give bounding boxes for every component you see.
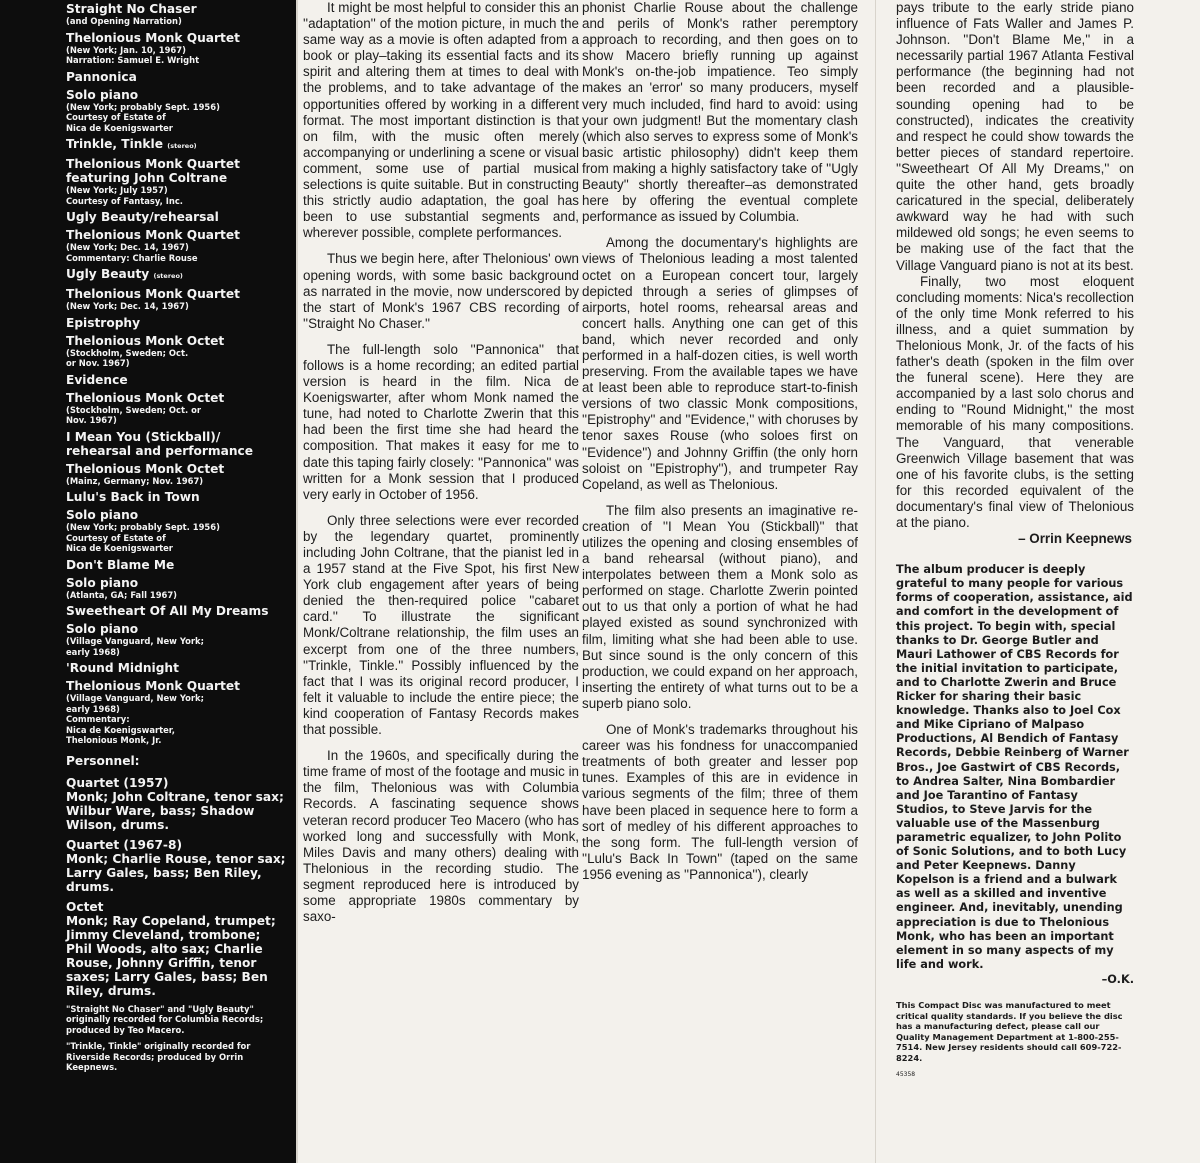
track-title-text: Don't Blame Me	[66, 557, 175, 572]
track-detail: Nov. 1967)	[66, 415, 117, 425]
track-detail: (New York; probably Sept. 1956)	[66, 522, 220, 532]
liner-notes-column-2	[582, 0, 858, 1163]
fold-line	[875, 0, 876, 1163]
track-entry	[66, 70, 288, 134]
track-title	[66, 604, 288, 618]
track-title-text: 'Round Midnight	[66, 661, 179, 675]
track-title-text: Ugly Beauty/rehearsal	[66, 210, 219, 224]
track-detail: (Atlanta, GA; Fall 1967)	[66, 589, 178, 600]
track-detail: Commentary:	[66, 714, 130, 724]
track-entry	[66, 558, 288, 601]
track-title-text: Sweetheart Of All My Dreams	[66, 604, 269, 618]
paragraph: Only three selections were ever recorded by the legendary quartet, prominently including John Coltrane, that the pianist led in a 1957 stand at the Five Spot, his first New York club engagement after years of being denied the then-required police ''cabaret card.'' To illustrate the significant Monk/Coltrane relationship, the film uses an excerpt from one of the three numbers, ''Trinkle, Tinkle.'' Possibly influenced by the fact that I was its original record producer, I felt it valuable to include the entire piece; the kind cooperation of Fantasy Records makes that possible.	[303, 512, 579, 738]
track-detail: Nica de Koenigswarter	[66, 543, 173, 553]
track-performer: Solo piano	[66, 87, 139, 102]
stereo-tag: (stereo)	[167, 142, 197, 150]
track-performer: Thelonious Monk Quartet	[66, 228, 240, 242]
track-title	[66, 558, 288, 572]
track-detail: (New York; Dec. 14, 1967)	[66, 301, 189, 311]
track-performer: Solo piano	[66, 508, 139, 522]
paragraph: pays tribute to the early stride piano influence of Fats Waller and James P. Johnson. ''Don't Blame Me,'' in a necessarily partial 1967 Atlanta Festival performance (the beginning had not been recorded and a plausible-sounding opening had to be constructed), indicates the creativity and respect he could show towards the better pieces of standard repertoire. ''Sweetheart Of All My Dreams,'' on quite the other hand, gets broadly caricatured in the special, deliberately awkward way he had with such mildewed old songs; he even seems to be making use of the fact that the Village Vanguard piano is not at its best.	[896, 0, 1134, 273]
track-detail: (Stockholm, Sweden; Oct. or	[66, 404, 201, 415]
track-detail: or Nov. 1967)	[66, 358, 130, 368]
track-entry	[66, 373, 288, 426]
track-detail: (Village Vanguard, New York;	[66, 693, 204, 703]
track-detail: (New York; Jan. 10, 1967)	[66, 44, 186, 55]
recording-credits	[66, 1004, 288, 1073]
personnel-group-title: Quartet (1967-8)	[66, 837, 183, 852]
track-entry	[66, 661, 288, 746]
acknowledgements-signature: –O.K.	[1101, 972, 1134, 986]
personnel-group-title: Octet	[66, 899, 104, 914]
track-detail: (Stockholm, Sweden; Oct.	[66, 347, 189, 358]
track-entry	[66, 267, 288, 312]
quality-notice: This Compact Disc was manufactured to meet critical quality standards. If you believe the disc has a manufacturing defect, please call our Quality Management Department at 1-800-255-7514. New Jersey residents should call 609-722-8224.	[896, 1000, 1123, 1063]
track-title	[66, 267, 288, 283]
track-detail: (New York; July 1957)	[66, 185, 168, 195]
track-title-text: Epistrophy	[66, 315, 141, 330]
personnel-group	[66, 776, 288, 832]
track-performer: Thelonious Monk Quartet featuring John Coltrane	[66, 157, 240, 185]
liner-notes-column-1	[303, 0, 579, 1163]
track-detail: (New York; Dec. 14, 1967)	[66, 242, 189, 252]
track-title-text: Lulu's Back in Town	[66, 490, 200, 504]
paragraph: Finally, two most eloquent concluding moments: Nica's recollection of the only time Monk referred to his illness, and a quiet summation by Thelonious Monk, Jr. of the facts of his father's death (spoken in the film over the funeral scene). Here they are accompanied by a last solo chorus and ending to ''Round Midnight,'' the most memorable of his many compositions. The Vanguard, that venerable Greenwich Village basement that was one of his favorite clubs, is the setting for this recorded equivalent of the documentary's final view of Thelonious at the piano.	[896, 273, 1134, 530]
paragraph: Among the documentary's highlights are views of Thelonious leading a most talented octet on a European concert tour, largely depicted through a series of glimpses of airports, hotel rooms, rehearsal areas and concert halls. Anything one can get of this band, which never recorded and only performed in a half-dozen cities, is well worth preserving. From the available tapes we have at least been able to reproduce start-to-finish versions of two classic Monk compositions, ''Epistrophy'' and ''Evidence,'' with choruses by tenor saxes Rouse (who soloes first on ''Evidence'') and Johnny Griffin (the only horn soloist on ''Epistrophy''), and trumpeter Ray Copeland, as well as Thelonious.	[582, 235, 858, 492]
paragraph: It might be most helpful to consider this an ''adaptation'' of the motion picture, in much the same way as a movie is often adapted from a book or play–taking its essential facts and its spirit and altering them at times to deal with the problems, and to take advantage of the opportunities offered by working in a different format. The most important distinction is that on film, with the music often merely accompanying or underlining a scene or visual comment, some use of partial musical selections is quite suitable. But in constructing this strictly audio adaptation, the goal has been to use substantial segments and, wherever possible, complete performances.	[303, 0, 579, 241]
paragraph: One of Monk's trademarks throughout his career was his fondness for unaccompanied treatments of both greater and lesser pop tunes. Examples of this are in evidence in various segments of the film; three of them have been placed in sequence here to form a sort of medley of his different approaches to the song form. The full-length version of ''Lulu's Back In Town'' (taped on the same 1956 evening as ''Pannonica''), clearly	[582, 722, 858, 882]
paragraph: phonist Charlie Rouse about the challenge and perils of Monk's rather peremptory approach to recording, and then goes on to show Macero briefly running up against Monk's on-the-job impatience. Teo simply makes an 'error' so many producers, myself very much included, find hard to avoid: using your own judgment! But the momentary clash (which also serves to express some of Monk's basic artistic philosophy) didn't keep them from making a highly satisfactory take of ''Ugly Beauty'' shortly thereafter–as demonstrated here by offering the eventual complete performance as issued by Columbia.	[582, 0, 858, 225]
personnel-group-members: Monk; John Coltrane, tenor sax; Wilbur Ware, bass; Shadow Wilson, drums.	[66, 789, 284, 832]
personnel-group	[66, 900, 288, 998]
track-detail: Courtesy of Estate of	[66, 112, 166, 122]
track-detail: Courtesy of Fantasy, Inc.	[66, 195, 183, 206]
track-entry	[66, 137, 288, 206]
track-note: (and Opening Narration)	[66, 16, 182, 26]
stereo-tag: (stereo)	[153, 272, 183, 280]
track-detail: (Village Vanguard, New York;	[66, 636, 204, 646]
track-detail: early 1968)	[66, 703, 120, 714]
track-detail: (New York; probably Sept. 1956)	[66, 101, 220, 112]
track-performer: Thelonious Monk Octet	[66, 461, 225, 476]
track-performer: Thelonious Monk Octet	[66, 333, 225, 348]
track-entry	[66, 210, 288, 263]
track-title	[66, 661, 288, 675]
track-performer: Solo piano	[66, 575, 139, 590]
track-title	[66, 490, 288, 504]
track-performer: Thelonious Monk Quartet	[66, 679, 240, 693]
track-title	[66, 430, 288, 458]
personnel-group-title: Quartet (1957)	[66, 775, 169, 790]
personnel-group	[66, 838, 288, 894]
track-entry	[66, 316, 288, 369]
track-list-panel	[0, 0, 296, 1163]
track-title	[66, 210, 288, 224]
track-detail: (Mainz, Germany; Nov. 1967)	[66, 475, 204, 486]
track-detail: Narration: Samuel E. Wright	[66, 55, 200, 65]
paragraph: The full-length solo ''Pannonica'' that follows is a home recording; an edited partial version is heard in the film. Nica de Koenigswarter, after whom Monk named the tune, had noted to Charlotte Zwerin that this had been the first time she had heard the composition. That makes it easy for me to date this taping fairly closely: ''Pannonica'' was written for a Monk session that I produced very early in October of 1956.	[303, 341, 579, 502]
personnel-heading: Personnel:	[66, 753, 140, 768]
author-signature: – Orrin Keepnews	[1018, 531, 1132, 547]
track-detail: early 1968)	[66, 646, 120, 657]
track-detail: Nica de Koenigswarter	[66, 122, 173, 133]
track-detail: Nica de Koenigswarter,	[66, 724, 175, 735]
paragraph: The film also presents an imaginative re-creation of ''I Mean You (Stickball)'' that utilizes the opening and closing ensembles of a band rehearsal (without piano), and interpolates between them a Monk solo as performed on stage. Charlotte Zwerin pointed out to us that only a portion of what he had played existed as sound synchronized with film, limiting what she had been able to use. But since sound is the only concern of this production, we could expand on her approach, inserting the entirety of what turns out to be a superb piano solo.	[582, 502, 858, 711]
credit-line: "Trinkle, Tinkle" originally recorded for Riverside Records; produced by Orrin Keepnews.	[66, 1041, 251, 1072]
track-title	[66, 137, 288, 153]
track-entry	[66, 2, 288, 66]
track-performer: Thelonious Monk Octet	[66, 390, 225, 405]
track-title	[66, 2, 288, 16]
liner-notes-column-3	[896, 0, 1134, 1163]
track-performer: Solo piano	[66, 622, 139, 636]
track-entry	[66, 604, 288, 657]
track-entry	[66, 430, 288, 487]
paragraph: In the 1960s, and specifically during the time frame of most of the footage and music in the film, Thelonious was with Columbia Records. A fascinating sequence shows veteran record producer Teo Macero (who has worked long and successfully with Monk, Miles Davis and many others) dealing with Thelonious in the recording studio. The segment reproduced here is introduced by some appropriate 1980s commentary by saxo-	[303, 748, 579, 925]
track-title	[66, 316, 288, 330]
catalog-code: 45358	[896, 1071, 916, 1078]
track-detail: Commentary: Charlie Rouse	[66, 252, 198, 263]
track-performer: Thelonious Monk Quartet	[66, 30, 240, 45]
track-title-text: Trinkle, Tinkle	[66, 137, 163, 151]
personnel-group-members: Monk; Charlie Rouse, tenor sax; Larry Gales, bass; Ben Riley, drums.	[66, 851, 286, 894]
track-title-text: Ugly Beauty	[66, 267, 150, 281]
fold-line	[296, 0, 298, 1163]
track-title	[66, 70, 288, 84]
acknowledgements: The album producer is deeply grateful to many people for various forms of cooperation, assistance, aid and comfort in the development of this project. To begin with, special thanks to Dr. George Butler and Mauri Lathower of CBS Records for the initial invitation to participate, and to Charlotte Zwerin and Bruce Ricker for sharing their basic knowledge. Thanks also to Joel Cox and Mike Cipriano of Malpaso Productions, Al Bendich of Fantasy Records, Debbie Reinberg of Warner Bros., Joe Gastwirt of CBS Records, to Andrea Salter, Nina Bombardier and Joe Tarantino of Fantasy Studios, to Steve Jarvis for the valuable use of the Massenburg parametric equalizer, to John Polito of Sonic Solutions, and to both Lucy and Peter Keepnews. Danny Kopelson is a friend and a bulwark as well as a skilled and inventive engineer. And, inevitably, unending appreciation is due to Thelonious Monk, who has been an important element in so many aspects of my life and work.	[896, 563, 1133, 971]
paragraph: Thus we begin here, after Thelonious' own opening words, with some basic background as narrated in the movie, now underscored by the start of Monk's 1967 CBS recording of ''Straight No Chaser.''	[303, 251, 579, 331]
track-detail: Thelonious Monk, Jr.	[66, 735, 162, 745]
track-title-text: Straight No Chaser	[66, 2, 197, 16]
track-performer: Thelonious Monk Quartet	[66, 287, 240, 301]
track-detail: Courtesy of Estate of	[66, 532, 166, 543]
track-title-text: Evidence	[66, 372, 128, 387]
credit-line: "Straight No Chaser" and "Ugly Beauty" originally recorded for Columbia Records; produced by Teo Macero.	[66, 1003, 264, 1035]
track-title-text: I Mean You (Stickball)/ rehearsal and performance	[66, 429, 253, 458]
track-title-text: Pannonica	[66, 69, 137, 84]
personnel-group-members: Monk; Ray Copeland, trumpet; Jimmy Cleveland, trombone; Phil Woods, alto sax; Charlie Rouse, Johnny Griffin, tenor saxes; Larry Gales, bass; Ben Riley, drums.	[66, 913, 276, 998]
track-title	[66, 373, 288, 387]
track-entry	[66, 490, 288, 554]
